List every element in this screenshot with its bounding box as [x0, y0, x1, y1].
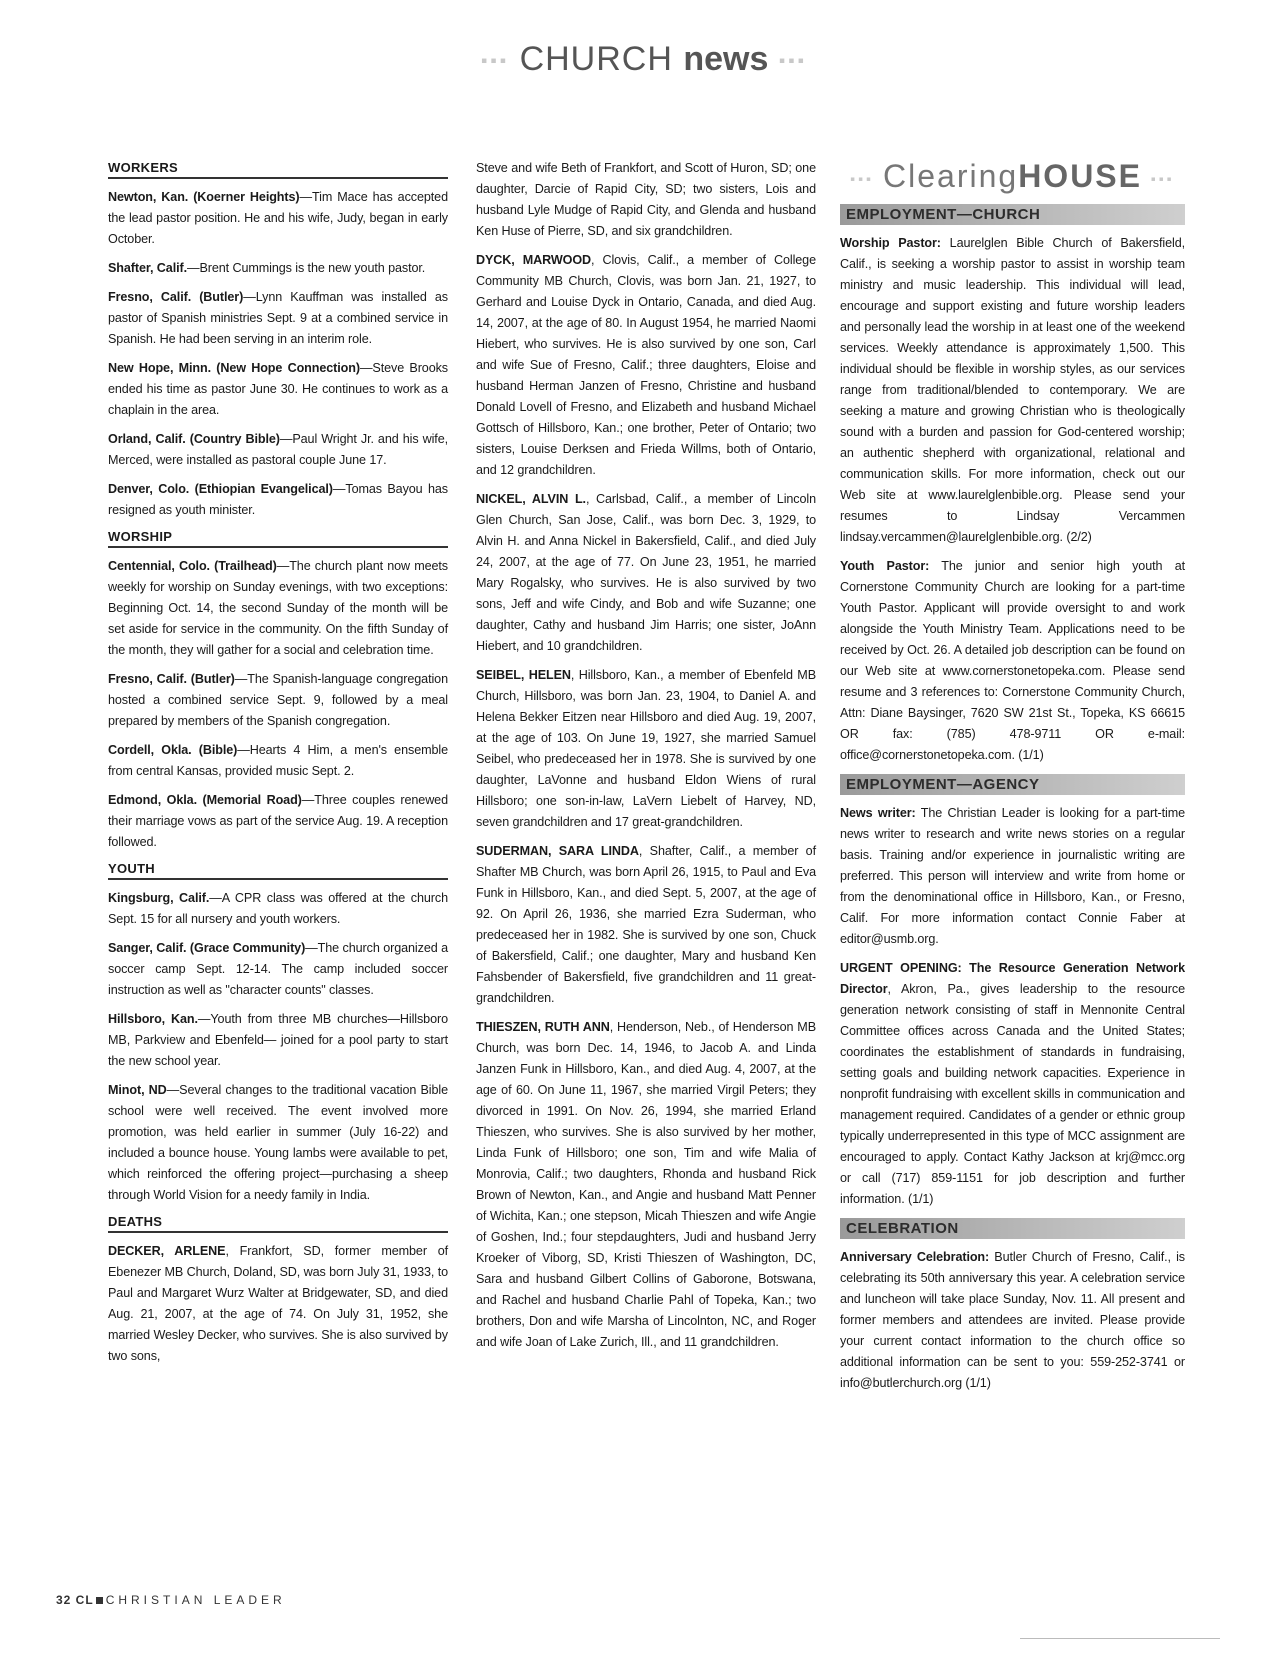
- item-lead: Kingsburg, Calif.: [108, 891, 210, 905]
- item-body: —Three couples renewed their marriage vows as part of the service Aug. 19. A reception followed.: [108, 793, 448, 849]
- item-body: , Hillsboro, Kan., a member of Ebenfeld MB Church, Hillsboro, was born Jan. 23, 1904, to Daniel A. and Helena Bekker Eitzen near Hillsboro and died Aug. 19, 2007, at the age of 103. On June 19, 1927, she married Samuel Seibel, who predeceased her in 1978. She is survived by one daughter, LaVonne and husband Eldon Wiens of rural Hillsboro; one son-in-law, LaVern Liebelt of Harvey, ND, seven grandchildren and 17 great-grandchildren.: [476, 668, 816, 829]
- news-item: [108, 888, 448, 930]
- item-body: , Henderson, Neb., of Henderson MB Church, was born Dec. 14, 1946, to Jacob A. and Linda Janzen Funk in Hillsboro, Kan., and died Aug. 4, 2007, at the age of 60. On June 11, 1967, she married Virgil Peters; they divorced in 1991. On Nov. 26, 1994, she married Erland Thieszen, who survives. She is also survived by her mother, Linda Funk of Hillsboro; one son, Tim and wife Malia of Monrovia, Calif.; two daughters, Rhonda and husband Rick Brown of Newton, Kan., and Angie and husband Matt Penner of Wichita, Kan.; one stepson, Micah Thieszen and wife Angie of Goshen, Ind.; four stepdaughters, Judi and husband Jerry Kroeker of Viborg, SD, Kristi Thieszen of Washington, DC, Sara and husband Gilbert Collins of Gaborone, Botswana, and Rachel and husband Charlie Pahl of Topeka, Kan.; two brothers, Don and wife Marsha of Lincolnton, NC, and Roger and wife Joan of Lake Zurich, Ill., and 11 grandchildren.: [476, 1020, 817, 1349]
- news-item: [108, 740, 448, 782]
- item-body: —Paul Wright Jr. and his wife, Merced, were installed as pastoral couple June 17.: [108, 432, 448, 467]
- item-body: —Steve Brooks ended his time as pastor June 30. He continues to work as a chaplain in the area.: [108, 361, 448, 417]
- item-body: —Youth from three MB churches—Hillsboro MB, Parkview and Ebenfeld— joined for a pool party to start the new school year.: [108, 1012, 448, 1068]
- item-lead: Fresno, Calif. (Butler): [108, 672, 235, 686]
- item-lead: URGENT OPENING: The Resource Generation Network Director: [840, 961, 1185, 996]
- item-body: —Brent Cummings is the new youth pastor.: [186, 261, 426, 275]
- category-bar: EMPLOYMENT—AGENCY: [840, 774, 1185, 795]
- column-left: [108, 158, 448, 1375]
- news-item: [108, 790, 448, 853]
- title-light: CHURCH: [519, 40, 684, 78]
- news-item: [108, 479, 448, 521]
- bottom-rule: [1020, 1638, 1220, 1639]
- item-lead: SUDERMAN, SARA LINDA: [476, 844, 639, 858]
- clearinghouse-title: [840, 158, 1185, 198]
- item-lead: Edmond, Okla. (Memorial Road): [108, 793, 302, 807]
- news-item: [108, 187, 448, 250]
- news-item: [108, 1241, 448, 1367]
- item-body: —Several changes to the traditional vacation Bible school were well received. The event involved more promotion, was held earlier in summer (July 16-22) and included a bounce house. Young lambs were available to pet, which reinforced the offering project—purchasing a sheep through World Vision for a needy family in India.: [108, 1083, 448, 1202]
- item-body: , Shafter, Calif., a member of Shafter MB Church, was born April 26, 1915, to Paul and Eva Funk in Hillsboro, Kan., and died Sept. 5, 2007, at the age of 92. On April 26, 1936, she married Ezra Suderman, who predeceased her in 1982. She is survived by one son, Chuck of Bakersfield, Calif.; one daughter, Mary and husband Ken Fahsbender of Bakersfield, five grandchildren and 11 great-grandchildren.: [476, 844, 816, 1005]
- news-item: [476, 158, 816, 242]
- item-lead: New Hope, Minn. (New Hope Connection): [108, 361, 360, 375]
- ch-bold: HOUSE: [1018, 158, 1142, 194]
- item-body: —Tomas Bayou has resigned as youth minister.: [108, 482, 448, 517]
- item-lead: DECKER, ARLENE: [108, 1244, 226, 1258]
- item-lead: Sanger, Calif. (Grace Community): [108, 941, 306, 955]
- item-body: , Carlsbad, Calif., a member of Lincoln Glen Church, San Jose, Calif., was born Dec. 3, 1929, to Alvin H. and Anna Nickel in Bakersfield, Calif., and died July 24, 2007, at the age of 77. On June 23, 1951, he married Mary Rogalsky, who survives. He is also survived by two sons, Jeff and wife Cindy, and Bob and wife Suzanne; one daughter, Cathy and husband Jim Harris; one sister, JoAnn Hiebert, and 10 grandchildren.: [476, 492, 816, 653]
- news-item: [108, 287, 448, 350]
- news-item: [476, 1017, 816, 1353]
- item-body: The junior and senior high youth at Cornerstone Community Church are looking for a part-time Youth Pastor. Applicant will provide oversight to and work alongside the Youth Ministry Team. Applications need to be received by Oct. 26. A detailed job description can be found on our Web site at www.cornerstonetopeka.com. Please send resume and 3 references to: Cornerstone Community Church, Attn: Diane Baysinger, 7620 SW 21st St., Topeka, KS 66615 OR fax: (785) 478-9711 OR e-mail: office@cornerstonetopeka.com. (1/1): [840, 559, 1186, 762]
- item-lead: THIESZEN, RUTH ANN: [476, 1020, 610, 1034]
- category-bar: CELEBRATION: [840, 1218, 1185, 1239]
- ch-dots-right: ▪▪▪: [1150, 170, 1175, 187]
- item-lead: DYCK, MARWOOD: [476, 253, 592, 267]
- item-lead: NICKEL, ALVIN L.: [476, 492, 586, 506]
- news-item: [840, 803, 1185, 950]
- section-heading: YOUTH: [108, 861, 448, 880]
- item-body: —Lynn Kauffman was installed as pastor of Spanish ministries Sept. 9 at a combined service in Spanish. He had been serving in an interim role.: [108, 290, 448, 346]
- item-lead: Shafter, Calif.: [108, 261, 187, 275]
- column-middle: [476, 158, 816, 1361]
- title-dots-right: ▪▪▪: [778, 50, 808, 71]
- item-lead: Minot, ND: [108, 1083, 167, 1097]
- news-item: [476, 250, 816, 481]
- item-lead: Cordell, Okla. (Bible): [108, 743, 238, 757]
- item-body: —The church organized a soccer camp Sept. 12-14. The camp included soccer instruction as well as "character counts" classes.: [108, 941, 448, 997]
- news-item: [108, 938, 448, 1001]
- news-item: [476, 489, 816, 657]
- page-footer: [56, 1593, 286, 1607]
- item-body: —The Spanish-language congregation hosted a combined service Sept. 9, followed by a meal prepared by members of the Spanish congregation.: [108, 672, 448, 728]
- news-item: [108, 429, 448, 471]
- item-lead: News writer:: [840, 806, 916, 820]
- item-lead: Hillsboro, Kan.: [108, 1012, 198, 1026]
- item-lead: Newton, Kan. (Koerner Heights): [108, 190, 300, 204]
- news-item: [108, 258, 448, 279]
- item-body: The Christian Leader is looking for a part-time news writer to research and write news stories on a regular basis. Training and/or experience in journalistic writing are preferred. This person will interview and write from home or from the denominational office in Hillsboro, Kan., or Fresno, Calif. For more information contact Connie Faber at editor@usmb.org.: [840, 806, 1186, 946]
- ch-dots-left: ▪▪▪: [850, 170, 875, 187]
- news-item: [108, 556, 448, 661]
- item-body: , Frankfort, SD, former member of Ebenezer MB Church, Doland, SD, was born July 31, 1933, to Paul and Margaret Wurz Walter at Bridgewater, SD, and died Aug. 21, 2007, at the age of 74. On July 31, 1952, she married Wesley Decker, who survives. She is also survived by two sons,: [108, 1244, 449, 1363]
- news-item: [840, 958, 1185, 1210]
- magazine-name: CHRISTIAN LEADER: [105, 1593, 286, 1607]
- page-title: [0, 40, 1288, 79]
- item-body: , Clovis, Calif., a member of College Community MB Church, Clovis, was born Jan. 21, 1927, to Gerhard and Louise Dyck in Ontario, Canada, and died Aug. 14, 2007, at the age of 80. In August 1954, he married Naomi Hiebert, who survives. He is also survived by one son, Carl and wife Sue of Fresno, Calif.; three daughters, Eloise and husband Herman Janzen of Fresno, Christine and husband Donald Lovell of Fresno, and Elizabeth and husband Michael Gottsch of Hillsboro, Kan.; one brother, Peter of Ontario; two sisters, Louise Derksen and Frieda Willms, both of Ontario, and 12 grandchildren.: [476, 253, 816, 477]
- news-item: [108, 1009, 448, 1072]
- column-right: [840, 158, 1185, 1402]
- item-lead: Anniversary Celebration:: [840, 1250, 990, 1264]
- item-body: —Hearts 4 Him, a men's ensemble from central Kansas, provided music Sept. 2.: [108, 743, 448, 778]
- item-body: —The church plant now meets weekly for worship on Sunday evenings, with two exceptions: Beginning Oct. 14, the second Sunday of the month will be set aside for service in the community. On the fifth Sunday of the month, they will gather for a social and celebration time.: [108, 559, 448, 657]
- section-heading: WORSHIP: [108, 529, 448, 548]
- item-lead: SEIBEL, HELEN: [476, 668, 571, 682]
- item-body: —A CPR class was offered at the church Sept. 15 for all nursery and youth workers.: [108, 891, 448, 926]
- item-lead: Orland, Calif. (Country Bible): [108, 432, 280, 446]
- item-body: Steve and wife Beth of Frankfort, and Scott of Huron, SD; one daughter, Darcie of Rapid City, SD; two sisters, Lois and husband Lyle Mudge of Rapid City, and Glenda and husband Ken Huse of Pierre, SD, and six grandchildren.: [476, 161, 816, 238]
- news-item: [108, 1080, 448, 1206]
- news-item: [108, 669, 448, 732]
- section-heading: WORKERS: [108, 160, 448, 179]
- item-body: Laurelglen Bible Church of Bakersfield, Calif., is seeking a worship pastor to assist in worship team ministry and music leadership. This individual will lead, encourage and support existing and future worship leaders and personally lead the worship in at least one of the weekend services. Weekly attendance is approximately 1,500. This individual should be flexible in worship styles, as our services range from traditional/blended to contemporary. We are seeking a mature and growing Christian who is theologically sound with a burden and passion for God-centered worship; an authentic shepherd with organizational, relational and communication skills. For more information, check out our Web site at www.laurelglenbible.org. Please send your resumes to Lindsay Vercammen lindsay.vercammen@laurelglenbible.org. (2/2): [840, 236, 1185, 544]
- news-item: [476, 665, 816, 833]
- clearinghouse-body: [840, 204, 1185, 1394]
- page-number: 32 CL: [56, 1593, 94, 1607]
- news-item: [840, 233, 1185, 548]
- item-body: , Akron, Pa., gives leadership to the resource generation network consisting of staff in Mennonite Central Committee offices across Canada and the United States; coordinates the establishment of standards in fundraising, setting goals and building network capacities. Experience in nonprofit fundraising with excellent skills in communication and management required. Candidates of a gender or ethnic group typically underrepresented in this type of MCC assignment are encouraged to apply. Contact Kathy Jackson at krj@mcc.org or call (717) 859-1151 for job description and further information. (1/1): [840, 982, 1185, 1206]
- title-dots-left: ▪▪▪: [480, 50, 510, 71]
- ch-light: Clearing: [883, 158, 1019, 194]
- item-body: —Tim Mace has accepted the lead pastor position. He and his wife, Judy, began in early October.: [108, 190, 448, 246]
- item-lead: Denver, Colo. (Ethiopian Evangelical): [108, 482, 333, 496]
- item-lead: Worship Pastor:: [840, 236, 941, 250]
- news-item: [476, 841, 816, 1009]
- item-lead: Youth Pastor:: [840, 559, 930, 573]
- news-item: [840, 556, 1185, 766]
- item-lead: Fresno, Calif. (Butler): [108, 290, 244, 304]
- section-heading: DEATHS: [108, 1214, 448, 1233]
- category-bar: EMPLOYMENT—CHURCH: [840, 204, 1185, 225]
- title-bold: news: [683, 40, 769, 78]
- item-lead: Centennial, Colo. (Trailhead): [108, 559, 277, 573]
- news-item: [108, 358, 448, 421]
- news-item: [840, 1247, 1185, 1394]
- footer-square-icon: [96, 1597, 103, 1604]
- item-body: Butler Church of Fresno, Calif., is celebrating its 50th anniversary this year. A celebration service and luncheon will take place Sunday, Nov. 11. All present and former members and attendees are invited. Please provide your current contact information to the church office so additional information can be sent to you: 559-252-3741 or info@butlerchurch.org (1/1): [840, 1250, 1185, 1390]
